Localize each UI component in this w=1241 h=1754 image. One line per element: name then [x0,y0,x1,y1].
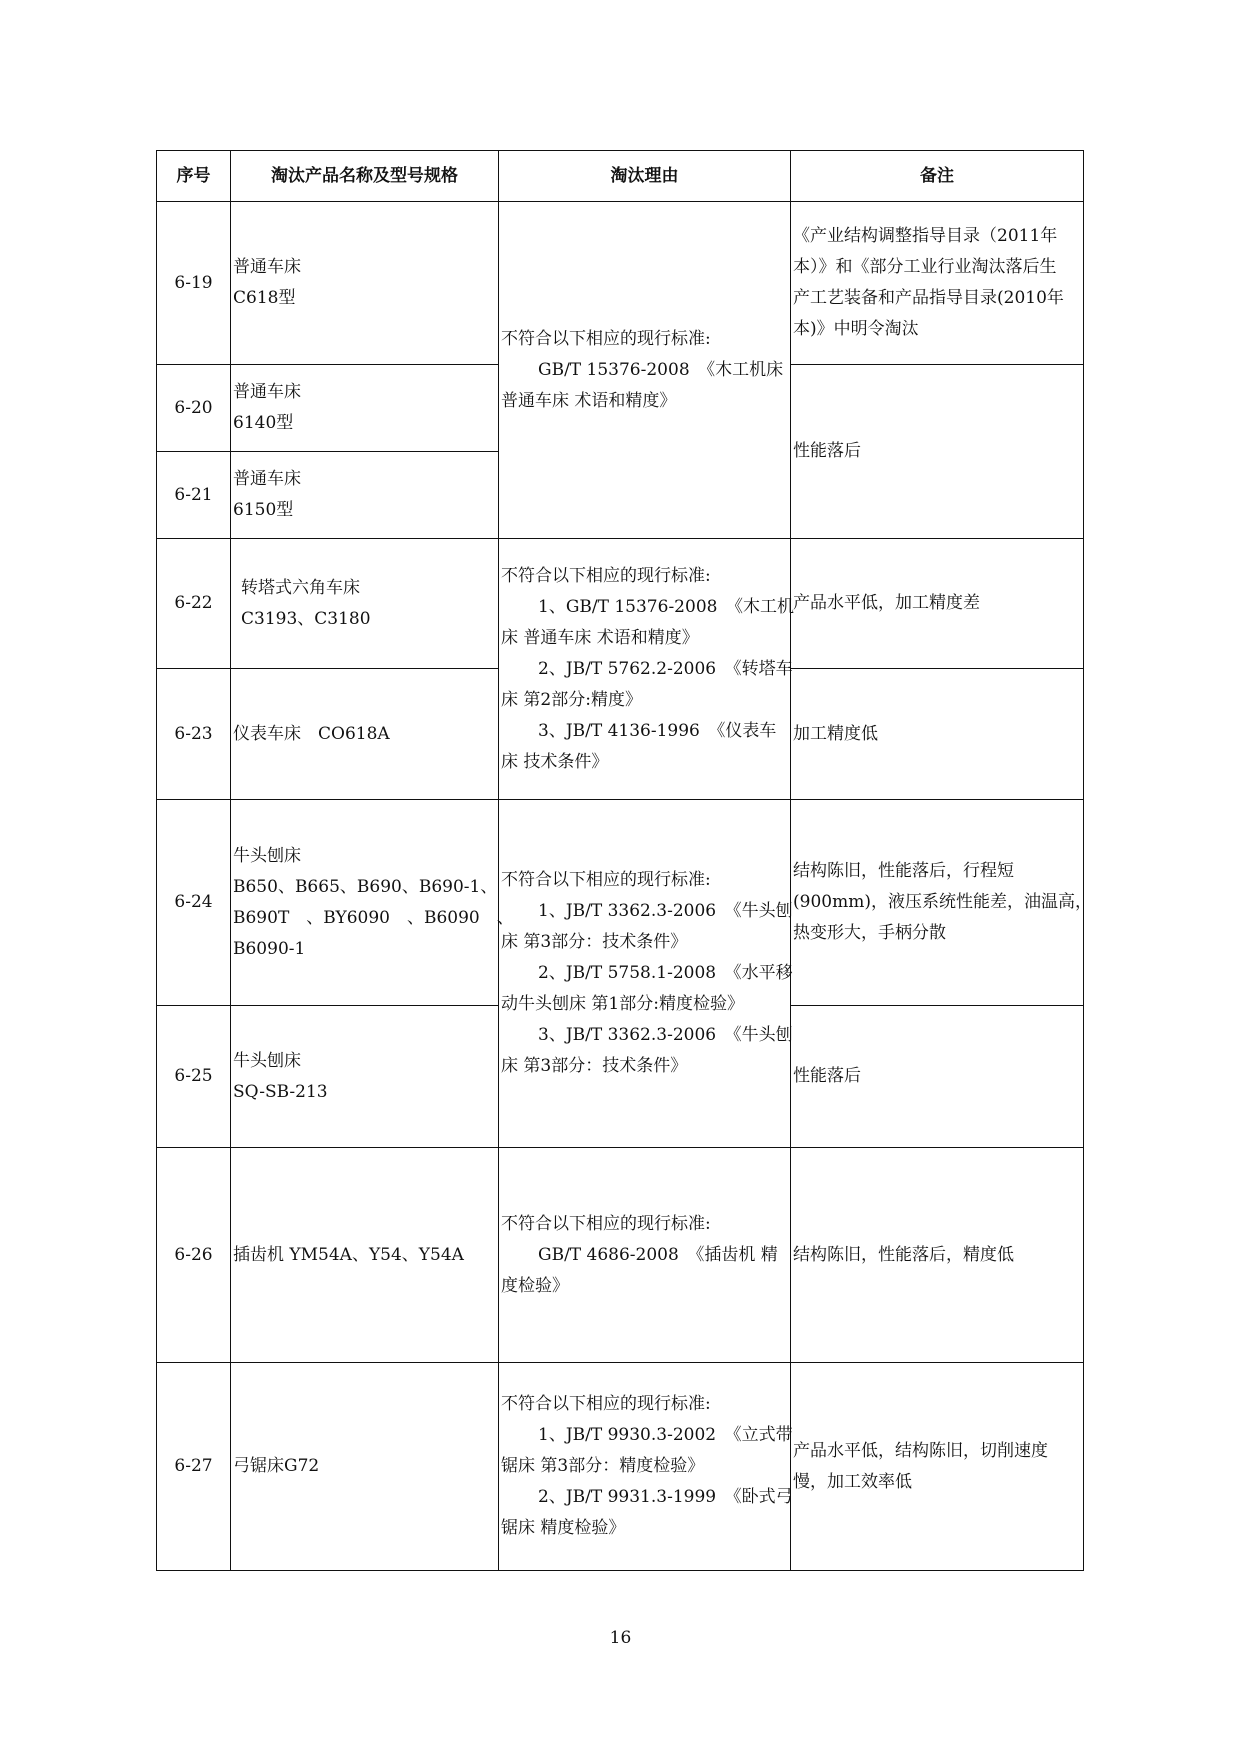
product-name-line: 6140型 [233,413,294,433]
reason-line: 动牛头刨床 第1部分:精度检验》 [501,994,744,1014]
reason-line: 床 第3部分：技术条件》 [501,1056,688,1076]
product-name-cell [231,539,499,669]
product-name-cell [231,800,514,1006]
product-name-line: B650、B665、B690、B690-1、 [233,876,498,897]
reason-line: 3、JB/T 4136-1996 《仪表车 [538,720,777,741]
product-name-cell: 仪表车床 CO618A [231,669,499,800]
product-name-line: B690T 、BY6090 、B6090 、 [233,907,514,928]
product-name-line: 转塔式六角车床 [241,577,360,598]
reason-cell-group-d [499,1148,791,1363]
product-name-line: C3193、C3180 [241,608,371,629]
product-name-cell [231,365,499,452]
note-line: 《产业结构调整指导目录（2011年 [793,226,1058,246]
note-cell: 性能落后 [791,365,1084,539]
row-id: 6-21 [157,452,231,539]
note-line: 热变形大，手柄分散 [793,923,946,943]
reason-line: GB/T 4686-2008 《插齿机 精 [538,1244,778,1265]
note-line: 产工艺装备和产品指导目录(2010年 [793,288,1064,308]
row-id: 6-24 [157,800,231,1006]
note-cell: 产品水平低，加工精度差 [791,539,1084,669]
note-line: 本)》中明令淘汰 [793,319,919,339]
table-row [157,800,1084,1006]
product-name-cell: 插齿机 YM54A、Y54、Y54A [231,1148,499,1363]
table-row [157,202,1084,365]
header-product-name: 淘汰产品名称及型号规格 [231,151,499,202]
reason-line: 床 第2部分:精度》 [501,689,642,710]
product-name-cell [231,202,499,365]
row-id: 6-26 [157,1148,231,1363]
product-name-line: 牛头刨床 [233,1050,301,1071]
product-name-line: 普通车床 [233,257,301,277]
reason-line: 2、JB/T 5758.1-2008 《水平移 [538,963,793,983]
header-reason: 淘汰理由 [499,151,791,202]
table-row [157,1363,1084,1571]
reason-cell-group-c [499,800,791,1148]
product-name-line: 6150型 [233,500,294,520]
note-line: 慢，加工效率低 [793,1471,912,1492]
reason-line: 2、JB/T 5762.2-2006 《转塔车 [538,658,793,679]
note-cell: 性能落后 [791,1006,1084,1148]
reason-line: 普通车床 术语和精度》 [501,390,677,411]
note-line: (900mm)，液压系统性能差，油温高， [793,892,1092,912]
reason-line: 不符合以下相应的现行标准: [501,1394,711,1414]
row-id: 6-20 [157,365,231,452]
row-id: 6-25 [157,1006,231,1148]
row-id: 6-27 [157,1363,231,1571]
reason-line: 不符合以下相应的现行标准: [501,328,711,349]
header-note: 备注 [791,151,1084,202]
note-cell [791,202,1084,365]
reason-cell-group-b [499,539,794,800]
reason-cell-group-a [499,202,791,539]
product-name-line: 牛头刨床 [233,845,301,866]
reason-line: 床 技术条件》 [501,751,609,772]
product-name-cell [231,452,499,539]
reason-line: 锯床 第3部分：精度检验》 [501,1456,705,1476]
reason-line: 度检验》 [501,1275,569,1296]
note-cell [791,800,1092,1006]
row-id: 6-23 [157,669,231,800]
note-cell: 结构陈旧，性能落后，精度低 [791,1148,1084,1363]
elimination-table [156,150,1092,1571]
product-name-line: B6090-1 [233,938,306,959]
table-row [157,539,1084,669]
product-name-line: 普通车床 [233,469,301,489]
header-row [157,151,1084,202]
product-name-line: 普通车床 [233,382,301,402]
row-id: 6-19 [157,202,231,365]
note-cell: 加工精度低 [791,669,1084,800]
reason-line: 不符合以下相应的现行标准: [501,565,711,586]
note-cell [791,1363,1084,1571]
reason-line: 床 普通车床 术语和精度》 [501,627,699,648]
reason-line: 不符合以下相应的现行标准: [501,1213,711,1234]
reason-line: 1、JB/T 3362.3-2006 《牛头刨 [538,901,793,921]
reason-line: 3、JB/T 3362.3-2006 《牛头刨 [538,1025,793,1045]
page-number: 16 [609,1628,632,1648]
row-id: 6-22 [157,539,231,669]
product-name-line: SQ-SB-213 [233,1081,328,1102]
reason-line: 1、GB/T 15376-2008 《木工机 [538,596,794,617]
reason-line: 2、JB/T 9931.3-1999 《卧式弓 [538,1487,793,1507]
product-name-cell [231,1006,499,1148]
reason-line: 不符合以下相应的现行标准: [501,870,711,890]
header-seq: 序号 [157,151,231,202]
note-line: 结构陈旧，性能落后，行程短 [793,861,1014,881]
reason-line: 1、JB/T 9930.3-2002 《立式带 [538,1425,793,1445]
reason-cell-group-e [499,1363,791,1571]
reason-line: 锯床 精度检验》 [501,1518,626,1538]
reason-line: 床 第3部分：技术条件》 [501,932,688,952]
product-name-line: C618型 [233,288,296,308]
note-line: 本）》和《部分工业行业淘汰落后生 [793,257,1057,277]
note-line: 产品水平低，结构陈旧，切削速度 [793,1440,1048,1461]
table-row [157,1148,1084,1363]
product-name-cell: 弓锯床G72 [231,1363,499,1571]
reason-line: GB/T 15376-2008 《木工机床 [538,359,784,380]
